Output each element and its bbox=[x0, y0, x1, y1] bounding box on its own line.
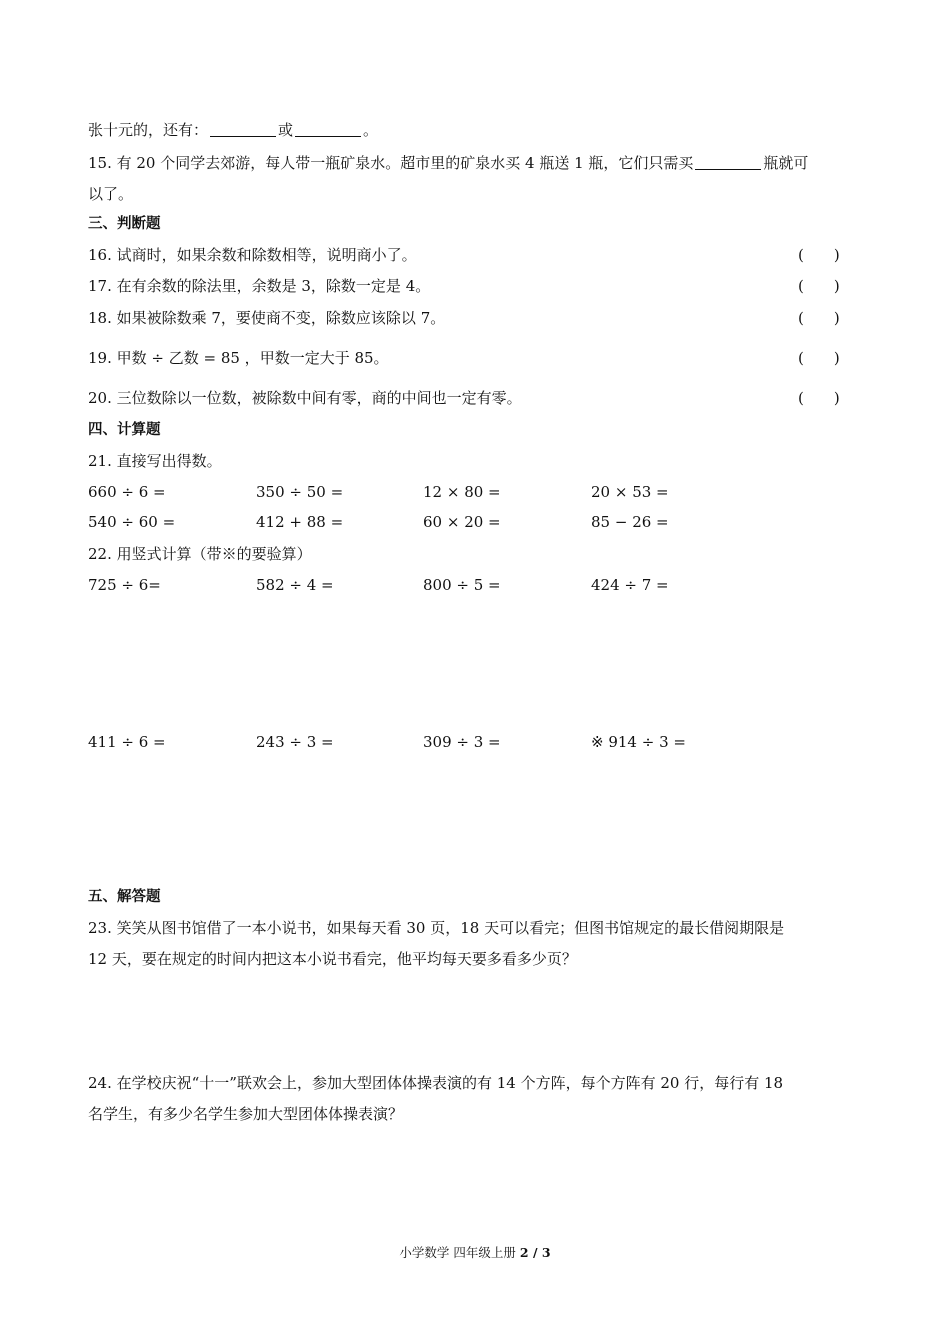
judgment-question-17: 17. 在有余数的除法里，余数是 3，除数一定是 4。 bbox=[88, 277, 431, 295]
q14-text: 张十元的，还有： bbox=[88, 121, 209, 139]
q15-text: 15. 有 20 个同学去郊游，每人带一瓶矿泉水。超市里的矿泉水买 4 瓶送 1 瓶，它们只需买 bbox=[88, 154, 694, 172]
question-21-title: 21. 直接写出得数。 bbox=[88, 452, 222, 470]
calc-item: 660 ÷ 6 = bbox=[88, 483, 166, 501]
question-22-title: 22. 用竖式计算（带※的要验算） bbox=[88, 545, 312, 563]
vertical-calc-item: 800 ÷ 5 = bbox=[423, 576, 501, 594]
q14-or: 或 bbox=[278, 121, 294, 139]
answer-parentheses[interactable]: ( ) bbox=[798, 389, 840, 407]
q14-end: 。 bbox=[363, 121, 379, 139]
answer-blank[interactable] bbox=[695, 155, 761, 170]
vertical-calc-item: 411 ÷ 6 = bbox=[88, 733, 166, 751]
vertical-calc-item: 309 ÷ 3 = bbox=[423, 733, 501, 751]
answer-parentheses[interactable]: ( ) bbox=[798, 349, 840, 367]
calc-item: 85 − 26 = bbox=[591, 513, 669, 531]
calc-item: 540 ÷ 60 = bbox=[88, 513, 176, 531]
section-title-judgment: 三、判断题 bbox=[88, 216, 161, 232]
question-14-tail bbox=[88, 120, 378, 140]
vertical-calc-item: 243 ÷ 3 = bbox=[256, 733, 334, 751]
judgment-question-16: 16. 试商时，如果余数和除数相等，说明商小了。 bbox=[88, 246, 417, 264]
vertical-calc-item: 725 ÷ 6= bbox=[88, 576, 161, 594]
calc-item: 20 × 53 = bbox=[591, 483, 669, 501]
vertical-calc-item: 424 ÷ 7 = bbox=[591, 576, 669, 594]
page-number: 2 / 3 bbox=[519, 1245, 551, 1260]
section-title-calculation: 四、计算题 bbox=[88, 422, 161, 438]
answer-blank[interactable] bbox=[210, 122, 276, 137]
question-24-line-1: 24. 在学校庆祝“十一”联欢会上，参加大型团体体操表演的有 14 个方阵，每个方阵有 20 行，每行有 18 bbox=[88, 1074, 784, 1092]
answer-parentheses[interactable]: ( ) bbox=[798, 309, 840, 327]
answer-parentheses[interactable]: ( ) bbox=[798, 246, 840, 264]
calc-item: 12 × 80 = bbox=[423, 483, 501, 501]
question-24-line-2: 名学生，有多少名学生参加大型团体体操表演？ bbox=[88, 1105, 404, 1123]
question-23-line-1: 23. 笑笑从图书馆借了一本小说书，如果每天看 30 页，18 天可以看完；但图书馆规定的最长借阅期限是 bbox=[88, 919, 785, 937]
calc-item: 350 ÷ 50 = bbox=[256, 483, 344, 501]
question-23-line-2: 12 天，要在规定的时间内把这本小说书看完，他平均每天要多看多少页？ bbox=[88, 950, 577, 968]
calc-item: 412 + 88 = bbox=[256, 513, 344, 531]
judgment-question-18: 18. 如果被除数乘 7，要使商不变，除数应该除以 7。 bbox=[88, 309, 446, 327]
page-footer bbox=[0, 1245, 950, 1261]
vertical-calc-item: 582 ÷ 4 = bbox=[256, 576, 334, 594]
judgment-question-20: 20. 三位数除以一位数，被除数中间有零，商的中间也一定有零。 bbox=[88, 389, 522, 407]
judgment-question-19: 19. 甲数 ÷ 乙数 = 85 ，甲数一定大于 85。 bbox=[88, 349, 389, 367]
footer-label: 小学数学 四年级上册 bbox=[399, 1245, 516, 1260]
vertical-calc-item: ※ 914 ÷ 3 = bbox=[591, 733, 686, 751]
section-title-word-problems: 五、解答题 bbox=[88, 889, 161, 905]
question-15-line-1 bbox=[88, 153, 808, 173]
answer-parentheses[interactable]: ( ) bbox=[798, 277, 840, 295]
question-15-line-2: 以了。 bbox=[88, 185, 134, 203]
calc-item: 60 × 20 = bbox=[423, 513, 501, 531]
answer-blank[interactable] bbox=[295, 122, 361, 137]
q15-after-blank: 瓶就可 bbox=[763, 154, 809, 172]
